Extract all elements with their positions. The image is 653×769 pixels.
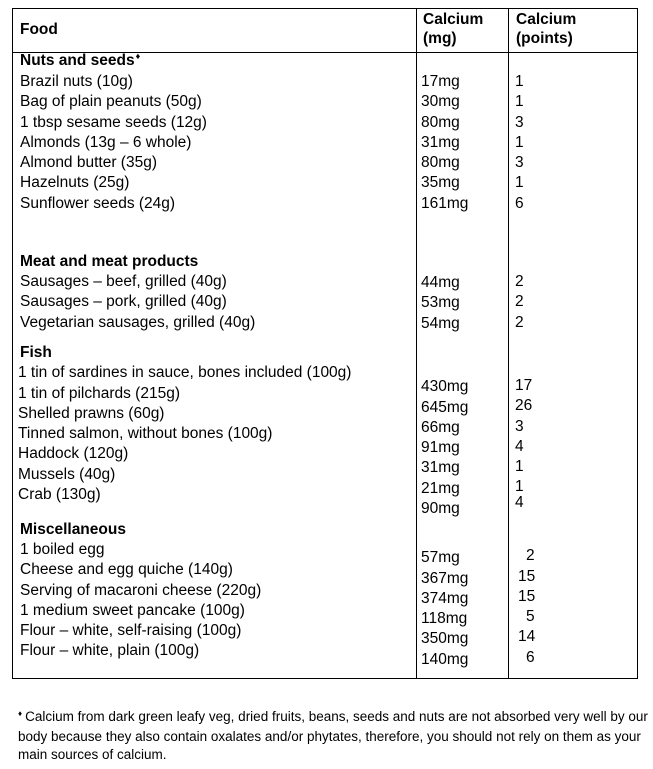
food-item: Mussels (40g) bbox=[18, 466, 116, 483]
calcium-mg-value: 140mg bbox=[421, 651, 469, 668]
calcium-mg-value: 30mg bbox=[421, 93, 460, 110]
food-item: Almonds (13g – 6 whole) bbox=[20, 134, 192, 151]
calcium-points-value: 6 bbox=[515, 195, 524, 212]
food-item: 1 medium sweet pancake (100g) bbox=[20, 602, 245, 619]
header-calcium-mg-line2: (mg) bbox=[423, 30, 457, 47]
calcium-points-value: 14 bbox=[518, 628, 536, 645]
calcium-mg-value: 54mg bbox=[421, 315, 460, 332]
calcium-mg-value: 430mg bbox=[421, 378, 469, 395]
calcium-points-value: 1 bbox=[515, 458, 524, 475]
calcium-points-value: 2 bbox=[526, 547, 535, 564]
calcium-mg-value: 44mg bbox=[421, 274, 460, 291]
header-calcium-points-line1: Calcium bbox=[516, 11, 577, 28]
food-item: 1 boiled egg bbox=[20, 541, 105, 558]
header-calcium-mg-line1: Calcium bbox=[423, 11, 484, 28]
calcium-points-value: 6 bbox=[526, 649, 535, 666]
calcium-mg-value: 21mg bbox=[421, 480, 460, 497]
calcium-points-value: 3 bbox=[515, 114, 524, 131]
calcium-points-value: 15 bbox=[518, 568, 536, 585]
footnote-marker: ♦ bbox=[18, 709, 23, 718]
food-item: 1 tin of pilchards (215g) bbox=[18, 385, 180, 402]
calcium-points-value: 1 bbox=[515, 73, 524, 90]
food-item: Hazelnuts (25g) bbox=[20, 174, 130, 191]
footnote bbox=[18, 708, 648, 764]
calcium-mg-value: 57mg bbox=[421, 549, 460, 566]
section-title-miscellaneous: Miscellaneous bbox=[20, 521, 126, 538]
calcium-points-value: 2 bbox=[515, 314, 524, 331]
calcium-mg-value: 645mg bbox=[421, 399, 469, 416]
food-item: Bag of plain peanuts (50g) bbox=[20, 93, 202, 110]
food-item: Sausages – pork, grilled (40g) bbox=[20, 293, 227, 310]
calcium-points-value: 3 bbox=[515, 418, 524, 435]
calcium-mg-value: 350mg bbox=[421, 630, 469, 647]
calcium-mg-value: 53mg bbox=[421, 294, 460, 311]
calcium-mg-value: 91mg bbox=[421, 439, 460, 456]
calcium-points-value: 1 bbox=[515, 93, 524, 110]
calcium-mg-value: 367mg bbox=[421, 570, 469, 587]
calcium-points-value: 4 bbox=[515, 494, 524, 511]
food-item: Brazil nuts (10g) bbox=[20, 73, 133, 90]
food-item: Sausages – beef, grilled (40g) bbox=[20, 273, 227, 290]
food-item: Haddock (120g) bbox=[18, 445, 129, 462]
calcium-mg-value: 31mg bbox=[421, 459, 460, 476]
calcium-points-value: 1 bbox=[515, 134, 524, 151]
food-item: Serving of macaroni cheese (220g) bbox=[20, 582, 262, 599]
food-item: Cheese and egg quiche (140g) bbox=[20, 561, 233, 578]
food-item: Tinned salmon, without bones (100g) bbox=[18, 425, 273, 442]
calcium-points-value: 2 bbox=[515, 273, 524, 290]
calcium-mg-value: 118mg bbox=[421, 610, 468, 627]
calcium-mg-value: 66mg bbox=[421, 419, 460, 436]
absorption-note-marker: ♦ bbox=[135, 51, 141, 61]
calcium-points-value: 1 bbox=[515, 478, 524, 495]
column-divider-points bbox=[508, 9, 509, 678]
calcium-points-value: 5 bbox=[526, 608, 535, 625]
calcium-mg-value: 31mg bbox=[421, 134, 460, 151]
calcium-mg-value: 35mg bbox=[421, 174, 460, 191]
food-item: Sunflower seeds (24g) bbox=[20, 195, 176, 212]
calcium-mg-value: 90mg bbox=[421, 500, 460, 517]
food-item: Almond butter (35g) bbox=[20, 154, 157, 171]
header-food: Food bbox=[20, 21, 58, 38]
calcium-points-value: 15 bbox=[518, 588, 536, 605]
calcium-mg-value: 17mg bbox=[421, 73, 460, 90]
calcium-points-value: 2 bbox=[515, 293, 524, 310]
calcium-mg-value: 80mg bbox=[421, 154, 460, 171]
calcium-mg-value: 374mg bbox=[421, 590, 469, 607]
calcium-mg-value: 80mg bbox=[421, 114, 460, 131]
calcium-points-value: 3 bbox=[515, 154, 524, 171]
column-divider-mg bbox=[416, 9, 417, 678]
footnote-text: Calcium from dark green leafy veg, dried fruits, beans, seeds and nuts are not absorbed very well by our body because they also contain oxalates and/or phytates, therefore, you should not rely on them as your main sources of calcium. bbox=[18, 709, 648, 762]
calcium-points-value: 4 bbox=[515, 438, 524, 455]
section-title-nuts-and-seeds: Nuts and seeds♦ bbox=[20, 51, 141, 69]
food-item: 1 tbsp sesame seeds (12g) bbox=[20, 114, 207, 131]
food-item: 1 tin of sardines in sauce, bones included (100g) bbox=[18, 364, 352, 381]
calcium-points-value: 26 bbox=[515, 397, 533, 414]
header-calcium-points-line2: (points) bbox=[516, 30, 573, 47]
section-title-meat: Meat and meat products bbox=[20, 253, 199, 270]
calcium-points-value: 17 bbox=[515, 377, 533, 394]
calcium-mg-value: 161mg bbox=[421, 195, 469, 212]
food-item: Flour – white, self-raising (100g) bbox=[20, 622, 242, 639]
food-item: Shelled prawns (60g) bbox=[18, 405, 165, 422]
section-title-fish: Fish bbox=[20, 344, 52, 361]
food-item: Crab (130g) bbox=[18, 486, 101, 503]
calcium-points-value: 1 bbox=[515, 174, 524, 191]
food-item: Vegetarian sausages, grilled (40g) bbox=[20, 314, 256, 331]
food-item: Flour – white, plain (100g) bbox=[20, 642, 200, 659]
